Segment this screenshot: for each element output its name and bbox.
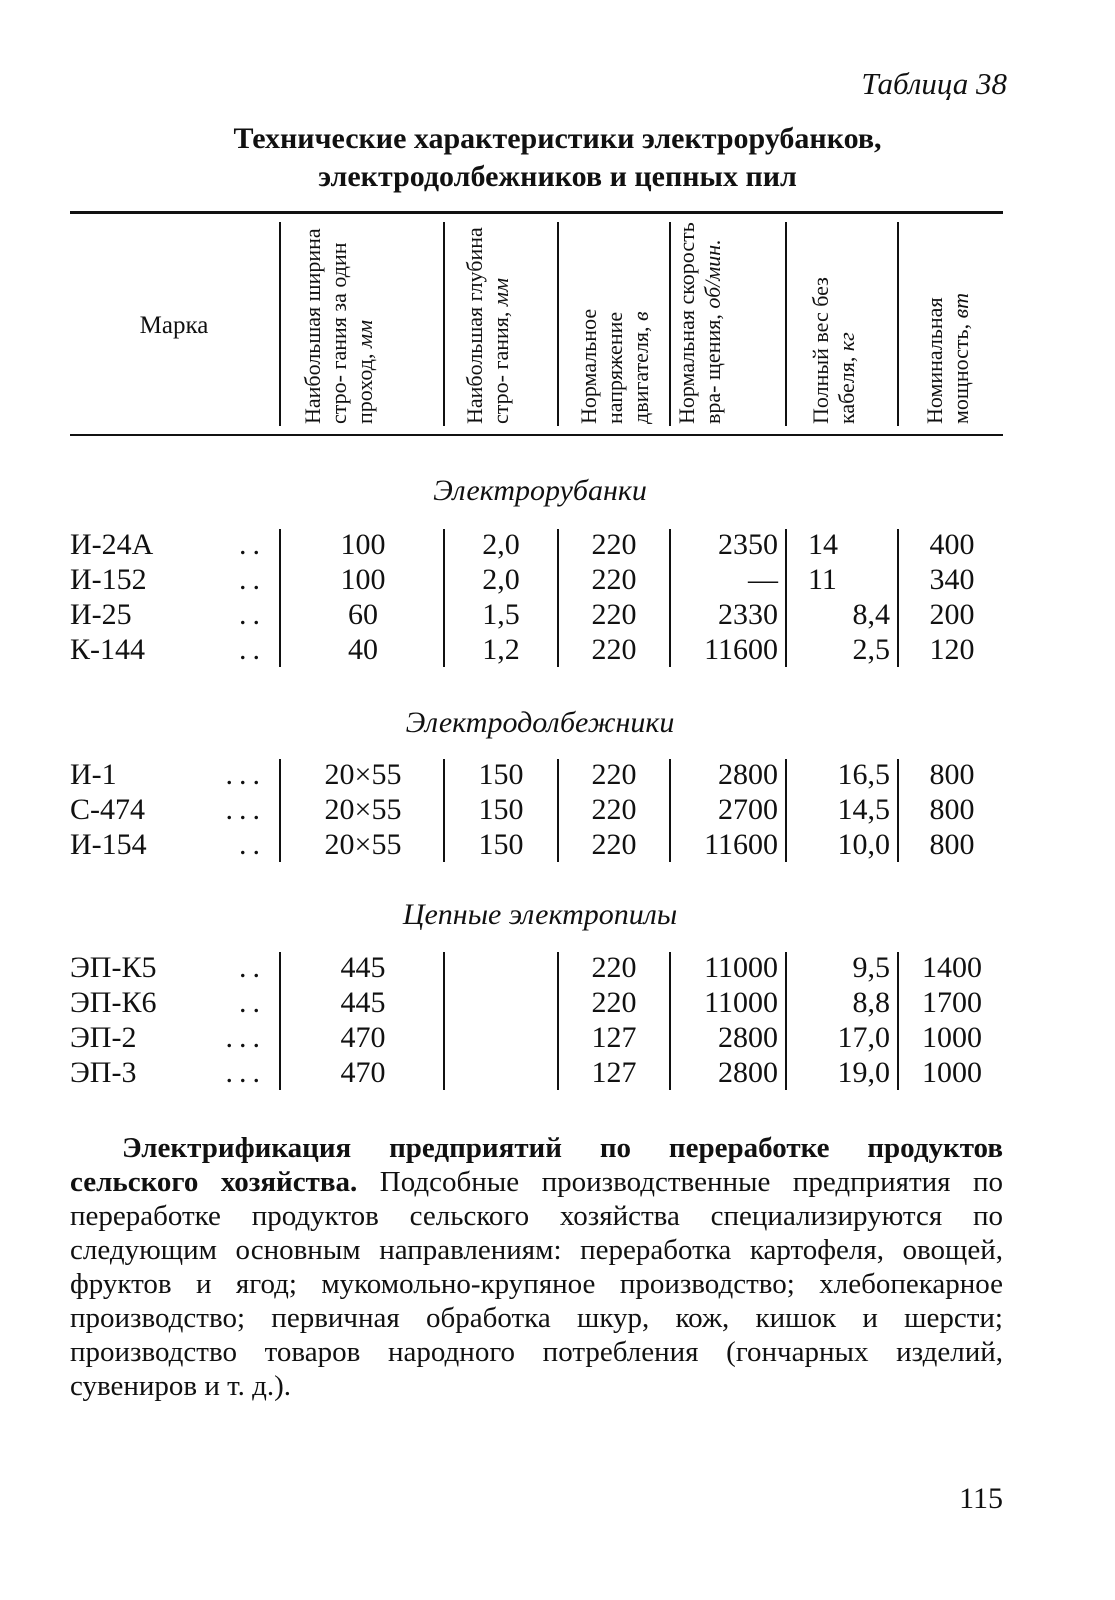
column-separator [669,759,671,862]
header-width-unit: мм [352,319,377,349]
row-marka: И-154 [70,828,147,861]
row-speed: 2350 [718,528,778,561]
header-separator [897,222,899,426]
page-number: 115 [959,1482,1003,1515]
header-width-text: Наибольшая ширина стро- гания за один проход, [300,228,377,424]
row-width: 100 [340,563,386,596]
row-voltage: 220 [591,828,637,861]
row-power: 1000 [922,1056,982,1089]
row-marka: ЭП-К6 [70,986,157,1019]
row-speed: 11000 [704,986,778,1019]
header-width [300,222,424,424]
row-width: 100 [340,528,386,561]
row-marka: ЭП-К5 [70,951,157,984]
table-label: Таблица 38 [861,66,1007,101]
row-leader-dots: .. [239,633,266,666]
row-depth: 2,0 [482,563,520,596]
row-voltage: 127 [591,1056,637,1089]
row-voltage: 220 [591,528,637,561]
header-depth-text: Наибольшая глубина стро- гания, [462,227,513,424]
row-power: 1700 [922,986,982,1019]
column-separator [897,759,899,862]
column-separator [557,952,559,1090]
row-depth: 150 [478,828,524,861]
row-marka: И-1 [70,758,117,791]
row-weight: 16,5 [837,758,890,791]
row-voltage: 220 [591,986,637,1019]
column-separator [785,529,787,667]
header-marka: Марка [139,312,209,339]
header-voltage [576,222,660,424]
row-voltage: 220 [591,563,637,596]
column-separator [669,952,671,1090]
column-separator [897,529,899,667]
row-speed: 2800 [718,1056,778,1089]
row-weight: 11 [808,563,837,596]
row-leader-dots: .. [239,563,266,596]
row-speed: — [748,563,778,596]
column-separator [443,952,445,1090]
row-voltage: 220 [591,793,637,826]
row-leader-dots: .. [239,598,266,631]
row-leader-dots: ... [225,1056,266,1089]
row-weight: 8,8 [852,986,890,1019]
row-voltage: 220 [591,633,637,666]
row-weight: 9,5 [852,951,890,984]
row-marka: И-152 [70,563,147,596]
column-separator [279,759,281,862]
row-depth: 1,2 [482,633,520,666]
row-leader-dots: .. [239,986,266,1019]
column-separator [279,529,281,667]
header-speed [674,222,782,424]
row-width: 20×55 [324,793,402,826]
row-speed: 2800 [718,758,778,791]
header-speed-unit: об/мин. [700,239,725,309]
paragraph-heading: Электрификация предприятий по переработке продуктов сельского хозяйства. [70,1132,1003,1198]
row-leader-dots: .. [239,828,266,861]
row-weight: 14,5 [837,793,890,826]
row-power: 1400 [922,951,982,984]
section-title: Электрорубанки [433,474,647,507]
column-separator [897,952,899,1090]
row-power: 200 [929,598,975,631]
row-power: 400 [929,528,975,561]
row-speed: 11600 [704,633,778,666]
header-weight [808,222,868,424]
column-separator [557,529,559,667]
row-width: 20×55 [324,758,402,791]
column-separator [785,759,787,862]
title-line-1: Технические характеристики электрорубанков, [233,122,882,155]
header-separator [785,222,787,426]
header-voltage-unit: в [628,311,653,321]
section-title: Электродолбежники [405,706,675,739]
header-power-unit: вт [948,292,973,319]
row-speed: 2330 [718,598,778,631]
row-width: 470 [340,1021,386,1054]
row-power: 120 [929,633,975,666]
row-marka: И-25 [70,598,132,631]
column-separator [443,529,445,667]
row-leader-dots: ... [225,758,266,791]
row-speed: 11000 [704,951,778,984]
row-weight: 8,4 [852,598,890,631]
row-width: 20×55 [324,828,402,861]
row-width: 445 [340,951,386,984]
row-weight: 14 [808,528,838,561]
paragraph-text: Подсобные производственные предприятия по переработке продуктов сельского хозяйства специализируются по следующим основным направлениям: переработка картофеля, овощей, фруктов и ягод; мукомольно-крупяное производство; хлебопекарное производство; первичная обработка шкур, кож, кишок и шерсти; производство товаров народного потребления (гончарных изделий, сувениров и т. д.). [70,1166,1003,1402]
row-voltage: 127 [591,1021,637,1054]
header-separator [557,222,559,426]
row-leader-dots: .. [239,528,266,561]
row-leader-dots: .. [239,951,266,984]
row-weight: 17,0 [837,1021,890,1054]
header-separator [443,222,445,426]
row-voltage: 220 [591,758,637,791]
row-marka: ЭП-3 [70,1056,137,1089]
header-depth [462,222,546,424]
row-speed: 2800 [718,1021,778,1054]
header-separator [279,222,281,426]
row-weight: 2,5 [852,633,890,666]
row-width: 60 [348,598,378,631]
row-depth: 150 [478,758,524,791]
row-width: 40 [348,633,378,666]
section-title: Цепные электропилы [402,898,678,931]
row-power: 800 [929,758,975,791]
header-weight-unit: кг [834,332,859,352]
table-top-rule [70,211,1003,214]
row-speed: 2700 [718,793,778,826]
column-separator [785,952,787,1090]
column-separator [279,952,281,1090]
title-line-2: электродолбежников и цепных пил [318,160,797,193]
header-power-text: Номинальная мощность, [922,297,973,424]
row-speed: 11600 [704,828,778,861]
row-voltage: 220 [591,951,637,984]
row-leader-dots: ... [225,1021,266,1054]
header-weight-text: Полный вес без кабеля, [808,277,859,424]
row-power: 340 [929,563,975,596]
header-depth-unit: мм [488,277,513,307]
row-depth: 150 [478,793,524,826]
row-marka: С-474 [70,793,145,826]
row-weight: 10,0 [837,828,890,861]
column-separator [443,759,445,862]
row-marka: И-24А [70,528,154,561]
column-separator [669,529,671,667]
row-leader-dots: ... [225,793,266,826]
row-power: 1000 [922,1021,982,1054]
table-title [0,120,1115,196]
body-paragraph [70,1131,1003,1403]
row-width: 445 [340,986,386,1019]
header-separator [669,222,671,426]
row-power: 800 [929,828,975,861]
column-separator [557,759,559,862]
row-power: 800 [929,793,975,826]
header-voltage-text: Нормальное напряжение двигателя, [576,308,653,424]
row-marka: ЭП-2 [70,1021,137,1054]
header-speed-text: Нормальная скорость вра- щения, [674,222,725,424]
header-power [922,222,982,424]
row-voltage: 220 [591,598,637,631]
row-marka: К-144 [70,633,145,666]
table-header-rule [70,434,1003,436]
row-depth: 2,0 [482,528,520,561]
row-weight: 19,0 [837,1056,890,1089]
row-depth: 1,5 [482,598,520,631]
row-width: 470 [340,1056,386,1089]
